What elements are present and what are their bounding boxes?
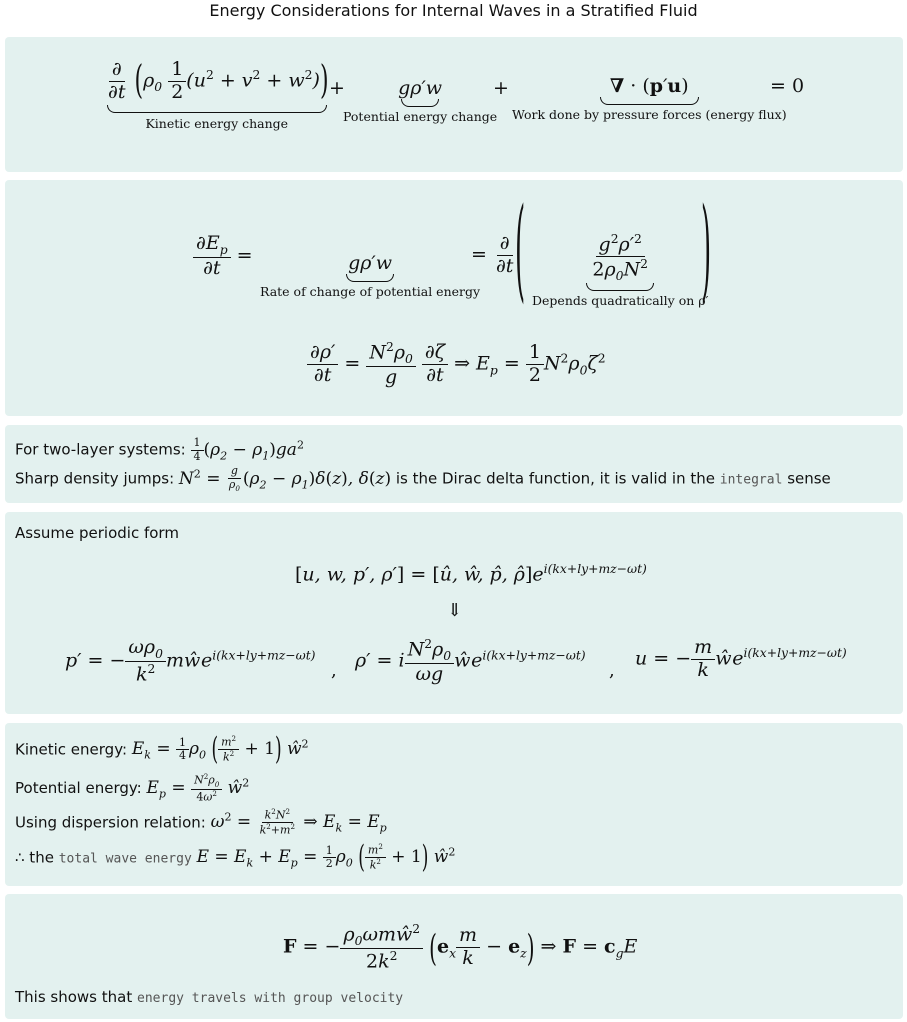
plus-sign-1: + [329, 77, 345, 99]
big-left-paren: ( [515, 188, 526, 317]
rate-label: Rate of change of potential energy [260, 284, 481, 299]
potential-energy-line: Potential energy: $E_p$ = $\frac{N^2\rho_0}{4\omega^2}$ $ŵ^2$ [15, 772, 250, 804]
two-layer-prefix: For two-layer systems: [15, 440, 186, 459]
rate-term: gρ′w Rate of change of potential energy [260, 252, 481, 299]
integral-word: integral [719, 472, 783, 488]
flux-brace [600, 97, 699, 105]
separator-1: , [331, 660, 337, 681]
total-word: total wave energy [58, 851, 192, 867]
separator-2: , [609, 660, 615, 681]
rate-brace [346, 274, 394, 282]
periodic-form-equation: [u, w, p′, ρ′] = [û, ŵ, p̂, $\rhô]e^{i(kx+ly+mz-\omega t)}$ [295, 562, 647, 586]
potential-brace [401, 99, 439, 107]
big-right-paren: ) [701, 188, 712, 317]
implies-arrow: ⇓ [447, 600, 463, 621]
energy-equation-panel [5, 37, 903, 172]
two-layer-panel [5, 425, 903, 503]
total-energy-line: ∴ the total wave energy $E = E_k + E_p$ = $\frac{1}{2}$ $\rho_0$ ( $\frac{m^2}{k^2}$ + 1) $ŵ^2$ [15, 839, 456, 876]
kinetic-label: Kinetic energy change [145, 115, 289, 131]
kinetic-prefix: Kinetic energy: [15, 740, 128, 759]
energy-flux-panel [5, 894, 903, 1019]
sharp-suffix: sense [787, 469, 831, 488]
shows-line [15, 988, 403, 1006]
quad-brace [586, 283, 654, 291]
flux-equation: F = − $\frac{\rho_0\omega mŵ^2}{2k^2}$ ($e_x$ $\frac{m}{k}$ − $e_z$) ⇒ $F = c_gE$ [283, 922, 638, 973]
shows-code: energy travels with group velocity [137, 991, 404, 1006]
quad-term: $\frac{g^2\rho'^2}{2\rho_0N^2}$ Depends quadratically on ρ′ [532, 232, 709, 309]
dispersion-line: Using dispersion relation: $\omega^2$ = $\frac{k^2N^2}{k^2+m^2}$ ⇒ $E_k = E_p$ [15, 807, 387, 837]
page-title: Energy Considerations for Internal Waves in a Stratified Fluid [209, 1, 698, 20]
potential-term: gρ′w Potential energy change [343, 77, 498, 124]
equals-zero: = 0 [770, 75, 805, 97]
potential-prefix: Potential energy: [15, 779, 142, 798]
flux-term: ∇ · (p′u) Work done by pressure forces (energy flux) [512, 75, 787, 122]
rhs-derivative: = $\frac{\partial}{\partial t}$ [471, 232, 514, 277]
zeta-relation: $\frac{\partial\rho'}{\partial t}$ = $\frac{N^2\rho_0}{g}$ $\frac{\partial\zeta}{\partial t}$ ⇒ $E_p$ = $\frac{1}{2}$ $N^2\rho_0\zeta^2$ [307, 340, 606, 389]
sharp-middle: is the Dirac delta function, it is valid in the [395, 469, 715, 488]
wave-energy-panel [5, 723, 903, 886]
potential-label: Potential energy change [343, 109, 498, 124]
pressure-solution: p′ = − $\frac{\omega\rho_0}{k^2}$ mŵe$^{i(kx+ly+mz-\omega t)}$ [65, 636, 316, 686]
sharp-line: Sharp density jumps: $N^2$ = $\frac{g}{\rho_0}$ $(\rho_2 - \rho_1)\delta(z)$, δ(z) is the Dirac delta function, it is valid in the integral sense [15, 464, 831, 493]
sharp-prefix: Sharp density jumps: [15, 469, 175, 488]
therefore-prefix: ∴ the [15, 848, 54, 867]
two-layer-line: For two-layer systems: $\frac{1}{4}$ $(\rho_2 - \rho_1)ga^2$ [15, 436, 304, 463]
assume-text: Assume periodic form [15, 524, 179, 542]
flux-label: Work done by pressure forces (energy flux) [512, 107, 787, 122]
velocity-solution: u = − $\frac{m}{k}$ $ŵe^{i(kx+ly+mz-\omega t)}$ [635, 636, 847, 681]
potential-energy-panel [5, 180, 903, 416]
plus-sign-2: + [493, 77, 509, 99]
kinetic-energy-line: Kinetic energy: $E_k$ = $\frac{1}{4}$ $\rho_0$ ( $\frac{m^2}{k^2}$ + 1) $ŵ^2$ [15, 731, 309, 768]
kinetic-brace [107, 105, 327, 113]
shows-prefix: This shows that [15, 988, 133, 1006]
kinetic-term: $\frac{\partial}{\partial t}$ ($\rho_0$ $\frac{1}{2}$ $(u^2 + v^2 + w^2)$) Kinetic energy change [105, 59, 329, 131]
periodic-form-panel [5, 512, 903, 714]
dispersion-prefix: Using dispersion relation: [15, 813, 206, 832]
quad-label: Depends quadratically on ρ′ [532, 293, 709, 309]
dEp-dt: $\frac{\partial E_p}{\partial t}$ = [193, 233, 253, 280]
density-solution: ρ′ = i $\frac{N^2\rho_0}{\omega g}$ $ŵe^{i(kx+ly+mz-\omega t)}$ [355, 637, 586, 686]
